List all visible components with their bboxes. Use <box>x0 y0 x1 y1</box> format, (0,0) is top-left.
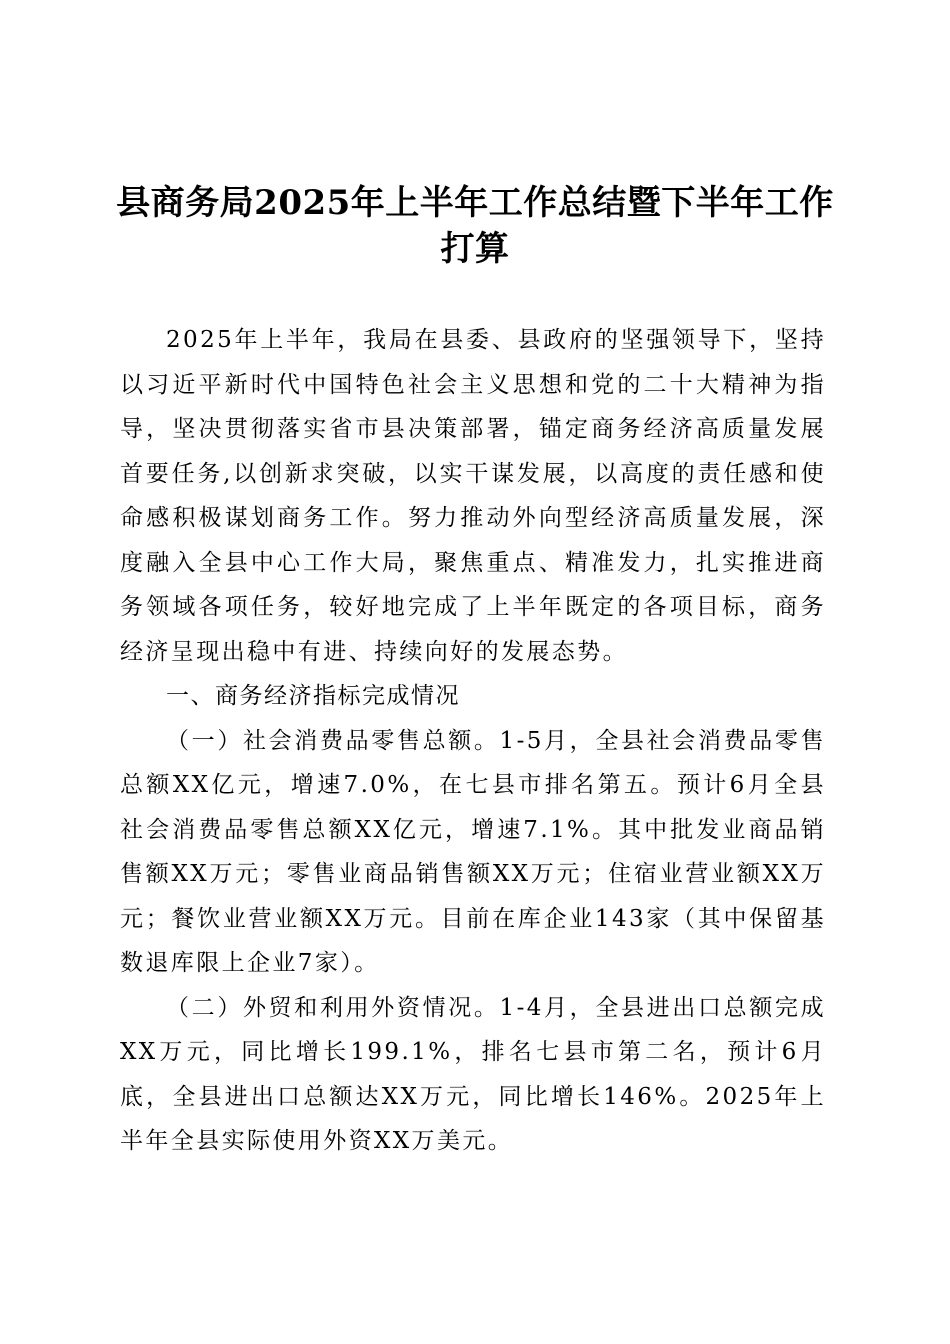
document-title: 县商务局2025年上半年工作总结暨下半年工作打算 <box>116 183 834 269</box>
section-heading: 一、商务经济指标完成情况 <box>166 683 460 709</box>
retail-paragraph: （一）社会消费品零售总额。1-5月，全县社会消费品零售总额XX亿元，增速7.0%，在七县市排名第五。预计6月全县社会消费品零售总额XX亿元，增速7.1%。其中批发业商品销售额XX万元；零售业商品销售额XX万元；住宿业营业额XX万元；餐饮业营业额XX万元。目前在库企业143家（其中保留基数退库限上企业7家）。 <box>120 727 826 976</box>
trade-paragraph: （二）外贸和利用外资情况。1-4月，全县进出口总额完成XX万元，同比增长199.1%，排名七县市第二名，预计6月底，全县进出口总额达XX万元，同比增长146%。2025年上半年全县实际使用外资XX万美元。 <box>120 994 826 1154</box>
intro-paragraph: 2025年上半年，我局在县委、县政府的坚强领导下，坚持以习近平新时代中国特色社会主义思想和党的二十大精神为指导，坚决贯彻落实省市县决策部署，锚定商务经济高质量发展首要任务,以创新求突破，以实干谋发展，以高度的责任感和使命感积极谋划商务工作。努力推动外向型经济高质量发展，深度融入全县中心工作大局，聚焦重点、精准发力，扎实推进商务领域各项任务，较好地完成了上半年既定的各项目标，商务经济呈现出稳中有进、持续向好的发展态势。 <box>120 327 826 665</box>
document-body <box>120 318 826 1164</box>
